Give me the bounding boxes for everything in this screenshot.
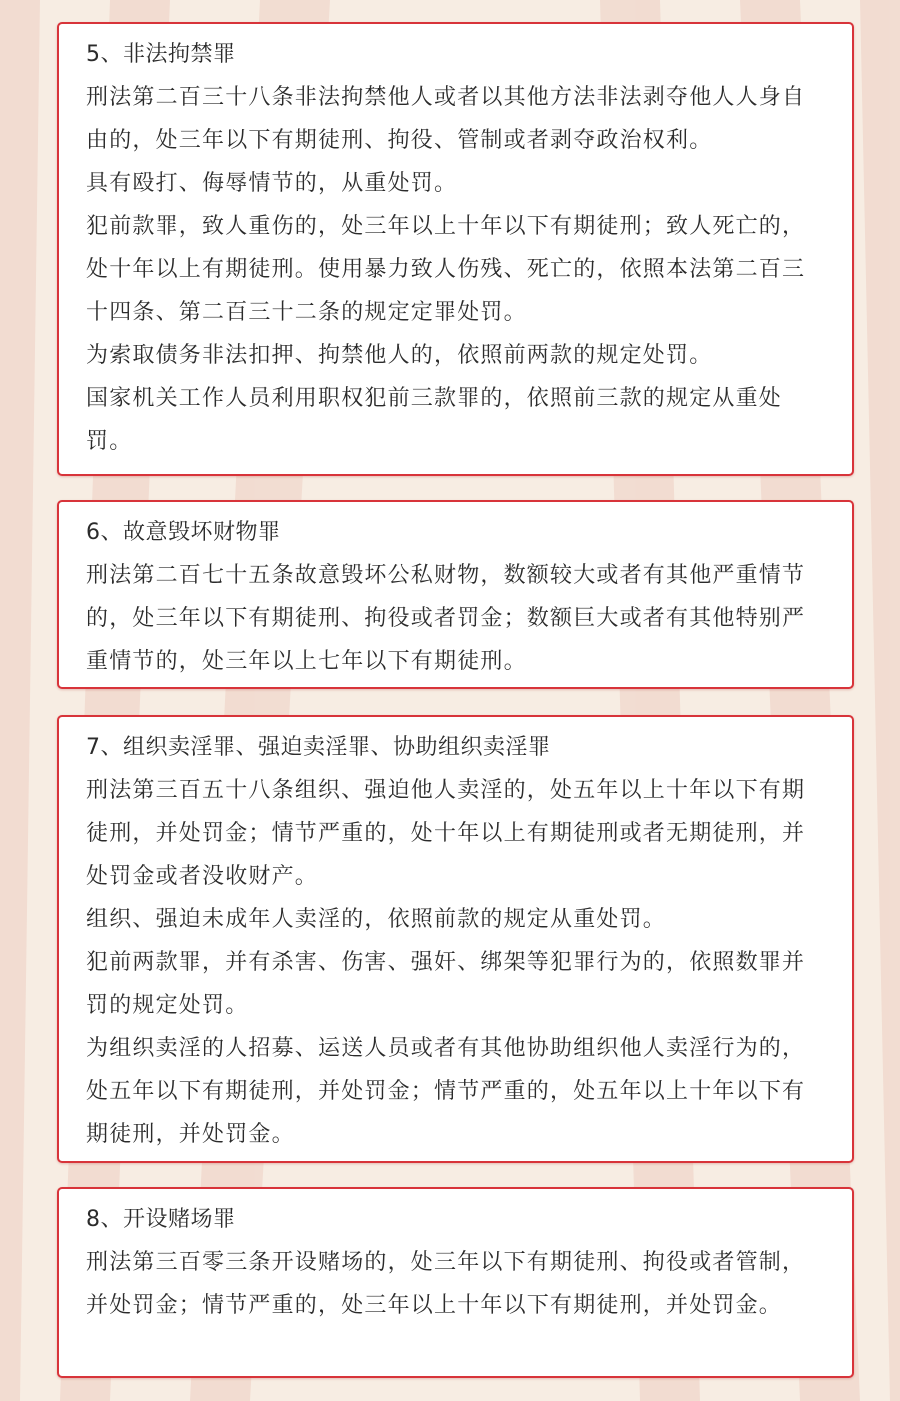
section-paragraph: 具有殴打、侮辱情节的，从重处罚。 xyxy=(86,171,458,196)
section-paragraph: 犯前两款罪，并有杀害、伤害、强奸、绑架等犯罪行为的，依照数罪并罚的规定处罚。 xyxy=(86,950,806,1018)
section-card-gambling-house xyxy=(57,1187,854,1378)
section-paragraph: 组织、强迫未成年人卖淫的，依照前款的规定从重处罚。 xyxy=(86,907,667,932)
section-paragraph: 刑法第二百三十八条非法拘禁他人或者以其他方法非法剥夺他人人身自由的，处三年以下有期徒刑、拘役、管制或者剥夺政治权利。 xyxy=(86,85,806,153)
section-title: 6、故意毁坏财物罪 xyxy=(86,520,281,545)
section-paragraph: 为索取债务非法扣押、拘禁他人的，依照前两款的规定处罚。 xyxy=(86,343,713,368)
section-title: 8、开设赌场罪 xyxy=(86,1207,236,1232)
section-paragraph: 犯前款罪，致人重伤的，处三年以上十年以下有期徒刑；致人死亡的，处十年以上有期徒刑。使用暴力致人伤残、死亡的，依照本法第二百三十四条、第二百三十二条的规定定罪处罚。 xyxy=(86,214,806,325)
section-title: 7、组织卖淫罪、强迫卖淫罪、协助组织卖淫罪 xyxy=(86,735,551,760)
section-paragraph: 国家机关工作人员利用职权犯前三款罪的，依照前三款的规定从重处罚。 xyxy=(86,386,783,454)
section-paragraph: 刑法第三百五十八条组织、强迫他人卖淫的，处五年以上十年以下有期徒刑，并处罚金；情节严重的，处十年以上有期徒刑或者无期徒刑，并处罚金或者没收财产。 xyxy=(86,778,806,889)
section-card-property-damage xyxy=(57,500,854,689)
section-paragraph: 刑法第三百零三条开设赌场的，处三年以下有期徒刑、拘役或者管制，并处罚金；情节严重的，处三年以上十年以下有期徒刑，并处罚金。 xyxy=(86,1250,806,1318)
section-card-illegal-detention xyxy=(57,22,854,476)
section-paragraph: 刑法第二百七十五条故意毁坏公私财物，数额较大或者有其他严重情节的，处三年以下有期徒刑、拘役或者罚金；数额巨大或者有其他特别严重情节的，处三年以上七年以下有期徒刑。 xyxy=(86,563,806,674)
section-paragraph: 为组织卖淫的人招募、运送人员或者有其他协助组织他人卖淫行为的，处五年以下有期徒刑，并处罚金；情节严重的，处五年以上十年以下有期徒刑，并处罚金。 xyxy=(86,1036,806,1147)
section-title: 5、非法拘禁罪 xyxy=(86,42,236,67)
section-card-organizing-prostitution xyxy=(57,715,854,1163)
